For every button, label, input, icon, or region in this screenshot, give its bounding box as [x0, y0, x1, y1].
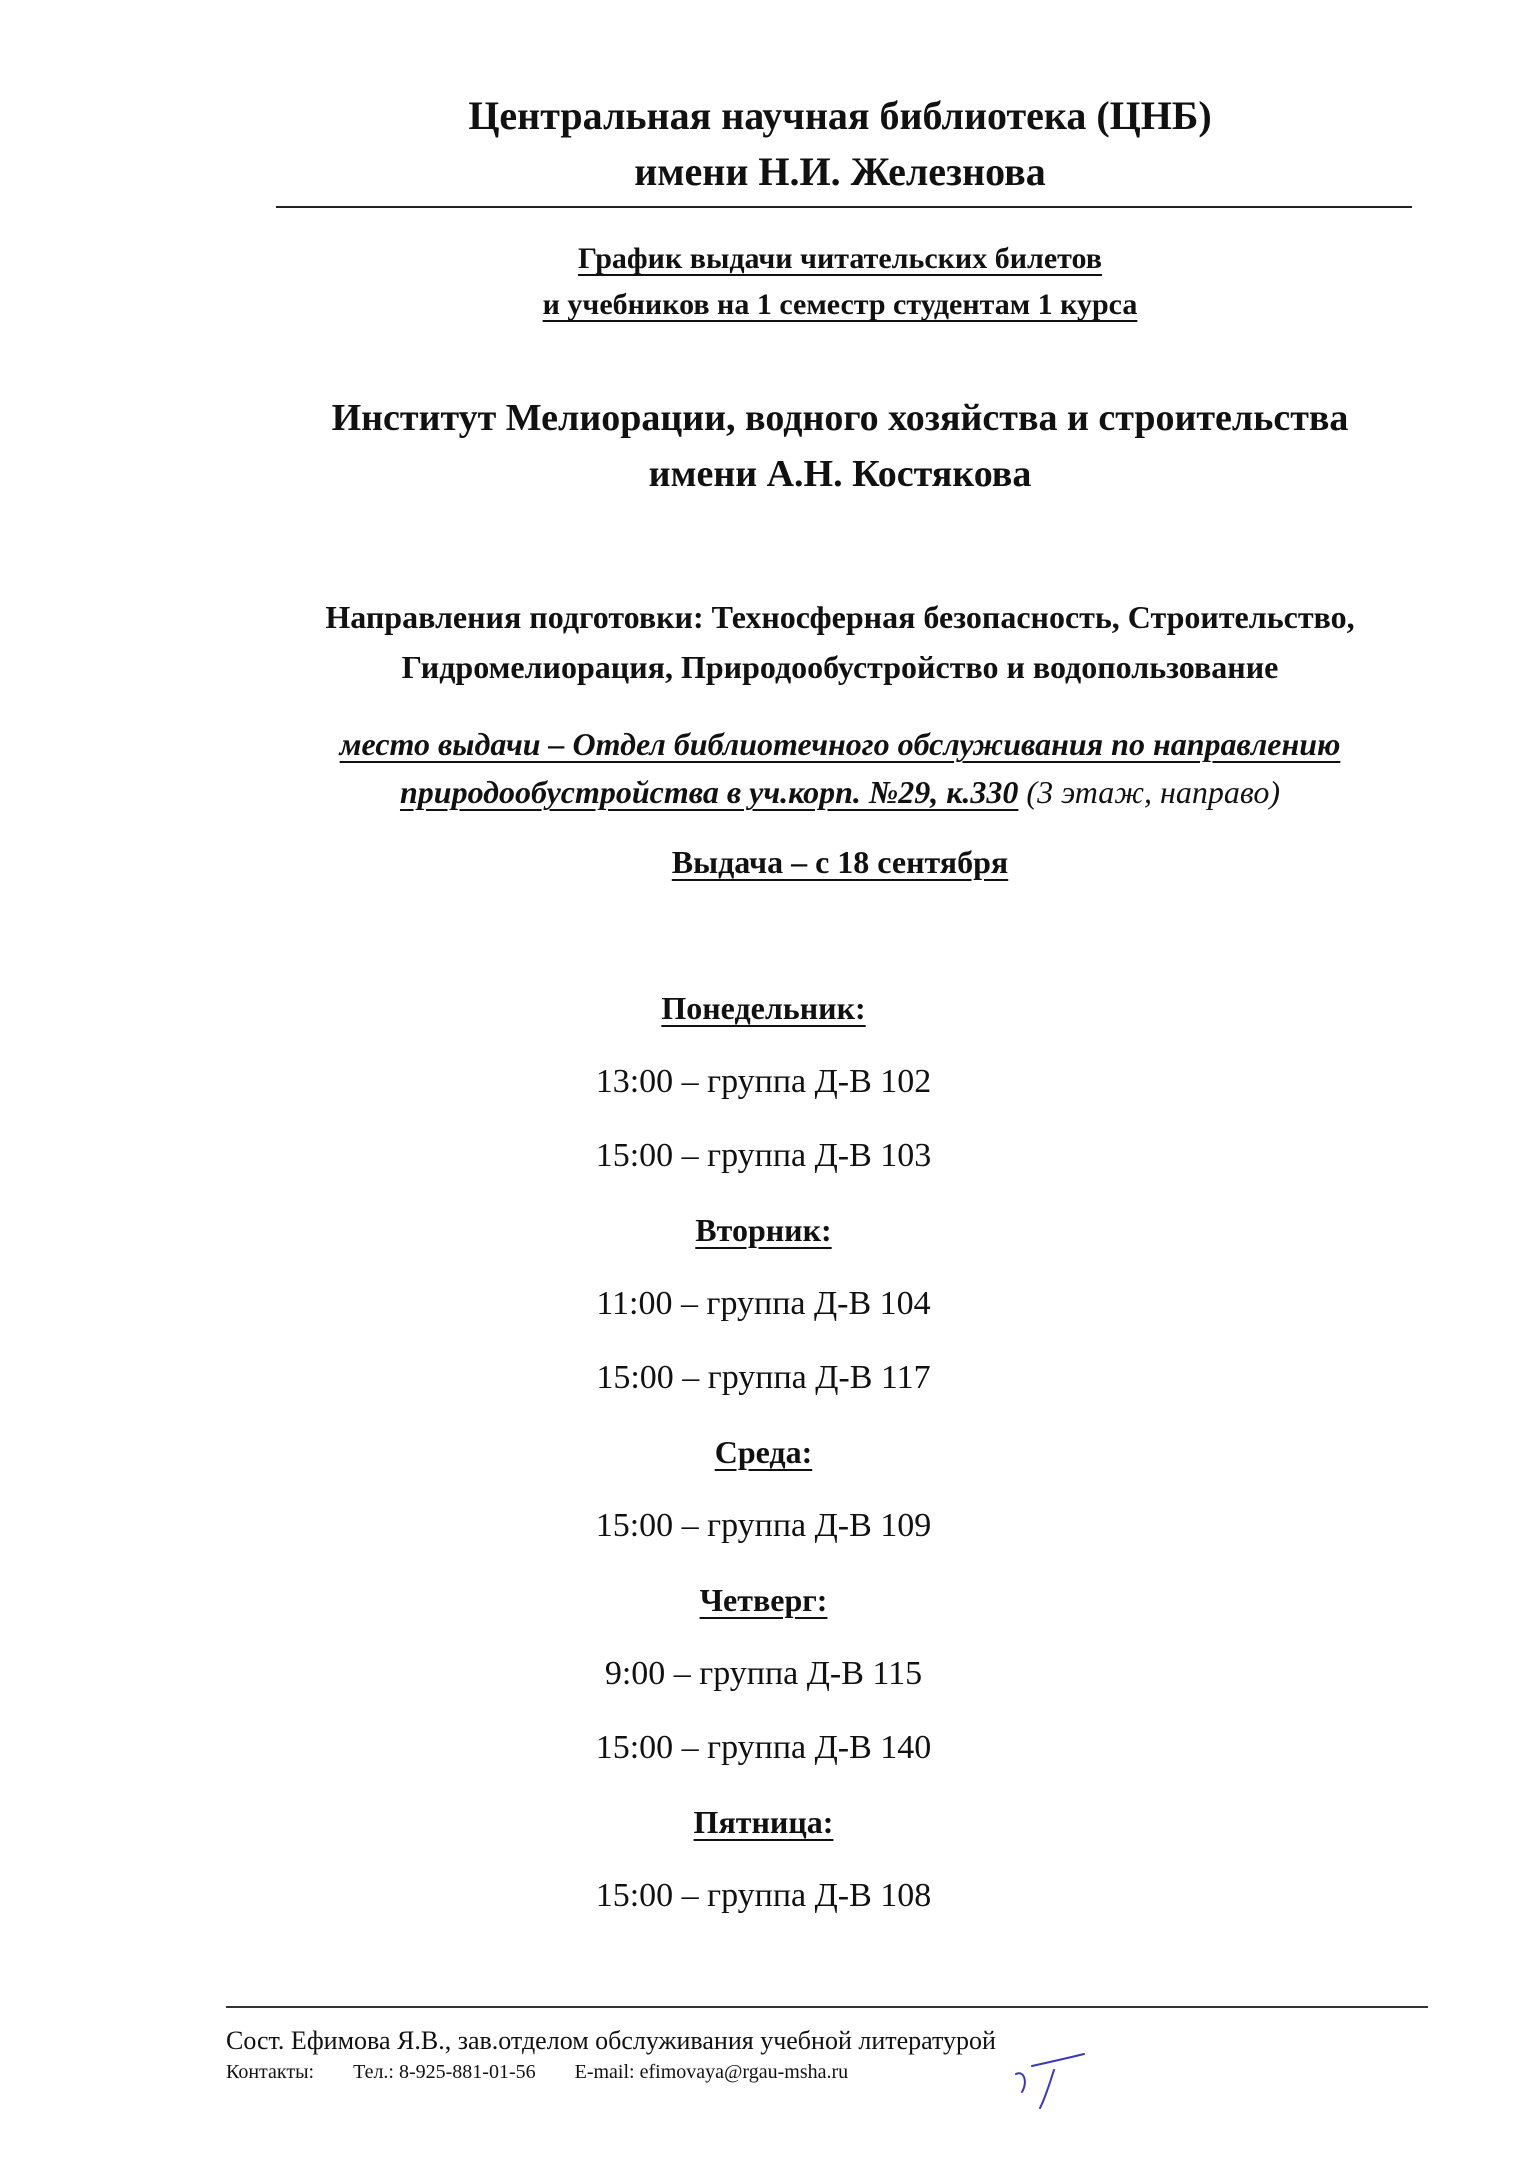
day-block-thursday: [0, 1576, 1527, 1772]
contact-email[interactable]: E-mail: efimovaya@rgau-msha.ru: [574, 2061, 849, 2083]
study-directions: [170, 592, 1510, 692]
place-line2-underlined: природообустройства в уч.корп. №29, к.330: [399, 774, 1019, 810]
day-heading: Среда:: [714, 1434, 813, 1470]
place-line2-note: (3 этаж, направо): [1018, 774, 1281, 810]
day-block-monday: [0, 984, 1527, 1180]
directions-line2: Гидромелиорация, Природообустройство и водопользование: [401, 649, 1279, 685]
header-divider: [276, 206, 1412, 208]
schedule-slot: 15:00 – группа Д-В 117: [596, 1359, 931, 1396]
contacts-label: Контакты:: [226, 2061, 315, 2083]
issue-start: [200, 838, 1480, 886]
footer-divider: [226, 2006, 1428, 2008]
schedule-slot: 15:00 – группа Д-В 109: [595, 1507, 932, 1544]
day-block-tuesday: [0, 1206, 1527, 1402]
schedule-slot: 13:00 – группа Д-В 102: [595, 1063, 932, 1100]
signature-mark: [1010, 2052, 1090, 2112]
footer-author: Сост. Ефимова Я.В., зав.отделом обслуживания учебной литературой: [226, 2026, 996, 2055]
place-line1: место выдачи – Отдел библиотечного обслуживания по направлению: [339, 726, 1341, 762]
schedule-slot: 15:00 – группа Д-В 140: [595, 1729, 932, 1766]
schedule-slot: 15:00 – группа Д-В 108: [595, 1877, 932, 1914]
day-heading: Вторник:: [695, 1212, 832, 1248]
directions-line1: Направления подготовки: Техносферная безопасность, Строительство,: [325, 599, 1355, 635]
weekly-schedule: [0, 984, 1527, 1946]
institute-line1: Институт Мелиорации, водного хозяйства и строительства: [331, 397, 1349, 439]
day-block-friday: [0, 1798, 1527, 1920]
day-block-wednesday: [0, 1428, 1527, 1550]
schedule-slot: 11:00 – группа Д-В 104: [596, 1285, 931, 1322]
day-heading: Понедельник:: [661, 990, 866, 1026]
schedule-slot: 15:00 – группа Д-В 103: [595, 1137, 932, 1174]
library-title: [200, 88, 1480, 200]
contact-phone: Тел.: 8-925-881-01-56: [353, 2061, 536, 2083]
issue-place: [170, 720, 1510, 816]
library-title-line1: Центральная научная библиотека (ЦНБ): [468, 93, 1212, 138]
institute-name: [180, 390, 1500, 502]
schedule-title: [200, 236, 1480, 328]
day-heading: Четверг:: [699, 1582, 828, 1618]
schedule-slot: 9:00 – группа Д-В 115: [604, 1655, 923, 1692]
schedule-title-line1: График выдачи читательских билетов: [578, 242, 1102, 275]
schedule-title-line2: и учебников на 1 семестр студентам 1 курса: [542, 288, 1138, 321]
library-title-line2: имени Н.И. Железнова: [634, 149, 1046, 194]
day-heading: Пятница:: [693, 1804, 834, 1840]
institute-line2: имени А.Н. Костякова: [648, 453, 1032, 495]
footer-contacts: [226, 2058, 882, 2086]
issue-start-text: Выдача – с 18 сентября: [671, 844, 1009, 880]
